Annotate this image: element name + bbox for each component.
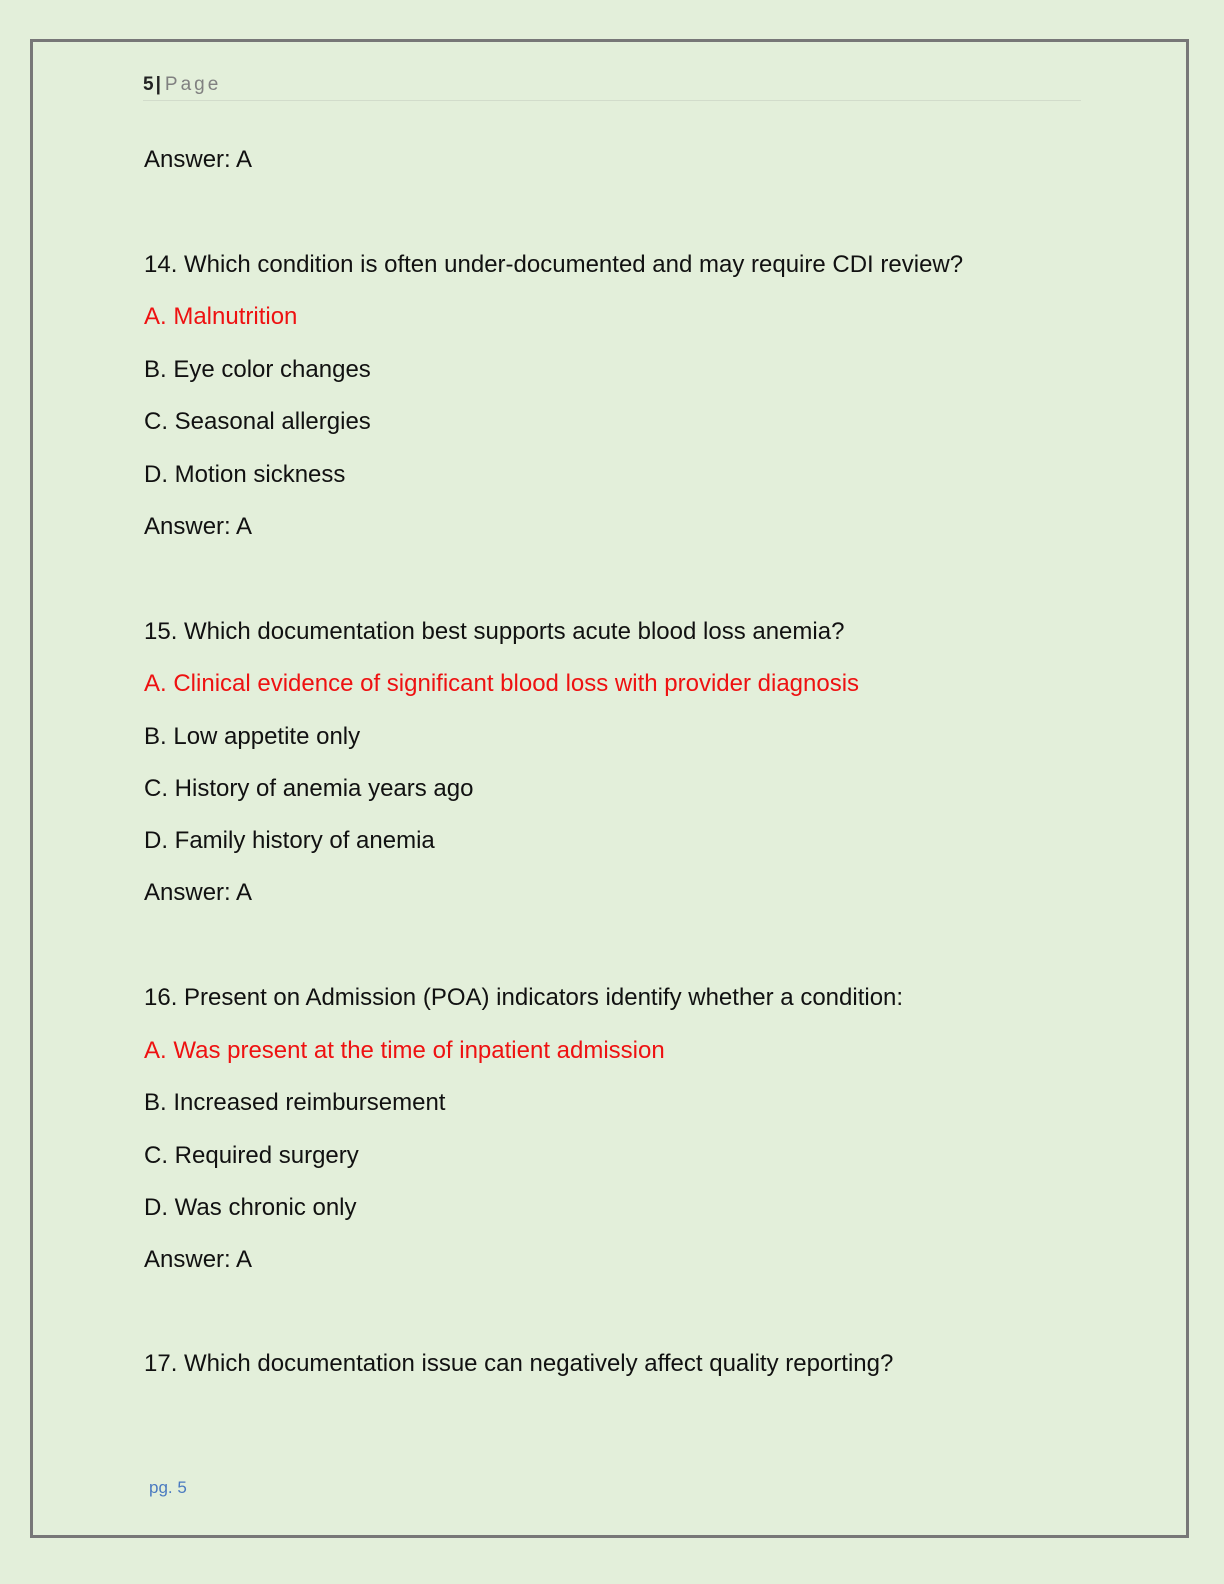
question-15-text: 15. Which documentation best supports acute blood loss anemia? (144, 618, 845, 645)
question-16-option-c: C. Required surgery (144, 1142, 359, 1169)
header-page-number: 5 (143, 74, 154, 95)
page-header (143, 72, 1081, 101)
question-16-answer: Answer: A (144, 1246, 253, 1273)
question-14-option-d: D. Motion sickness (144, 461, 346, 488)
question-15-option-c: C. History of anemia years ago (144, 775, 474, 802)
question-14-text: 14. Which condition is often under-documented and may require CDI review? (144, 251, 964, 278)
header-separator: | (155, 74, 161, 95)
question-14-option-b: B. Eye color changes (144, 356, 371, 383)
header-page-label: Page (164, 74, 222, 95)
question-16-option-a: A. Was present at the time of inpatient admission (144, 1037, 665, 1064)
question-15-option-a: A. Clinical evidence of significant blood loss with provider diagnosis (144, 670, 860, 697)
question-15-option-d: D. Family history of anemia (144, 827, 435, 854)
question-14-option-c: C. Seasonal allergies (144, 408, 371, 435)
question-17-text: 17. Which documentation issue can negatively affect quality reporting? (144, 1350, 894, 1377)
question-14-option-a: A. Malnutrition (144, 303, 298, 330)
question-15-option-b: B. Low appetite only (144, 723, 361, 750)
question-14-answer: Answer: A (144, 513, 253, 540)
footer-page-ref: pg. 5 (149, 1478, 187, 1497)
question-15-answer: Answer: A (144, 879, 253, 906)
question-16-text: 16. Present on Admission (POA) indicators identify whether a condition: (144, 984, 904, 1011)
question-16-option-d: D. Was chronic only (144, 1194, 357, 1221)
carryover-answer: Answer: A (144, 146, 253, 173)
question-16-option-b: B. Increased reimbursement (144, 1089, 446, 1116)
